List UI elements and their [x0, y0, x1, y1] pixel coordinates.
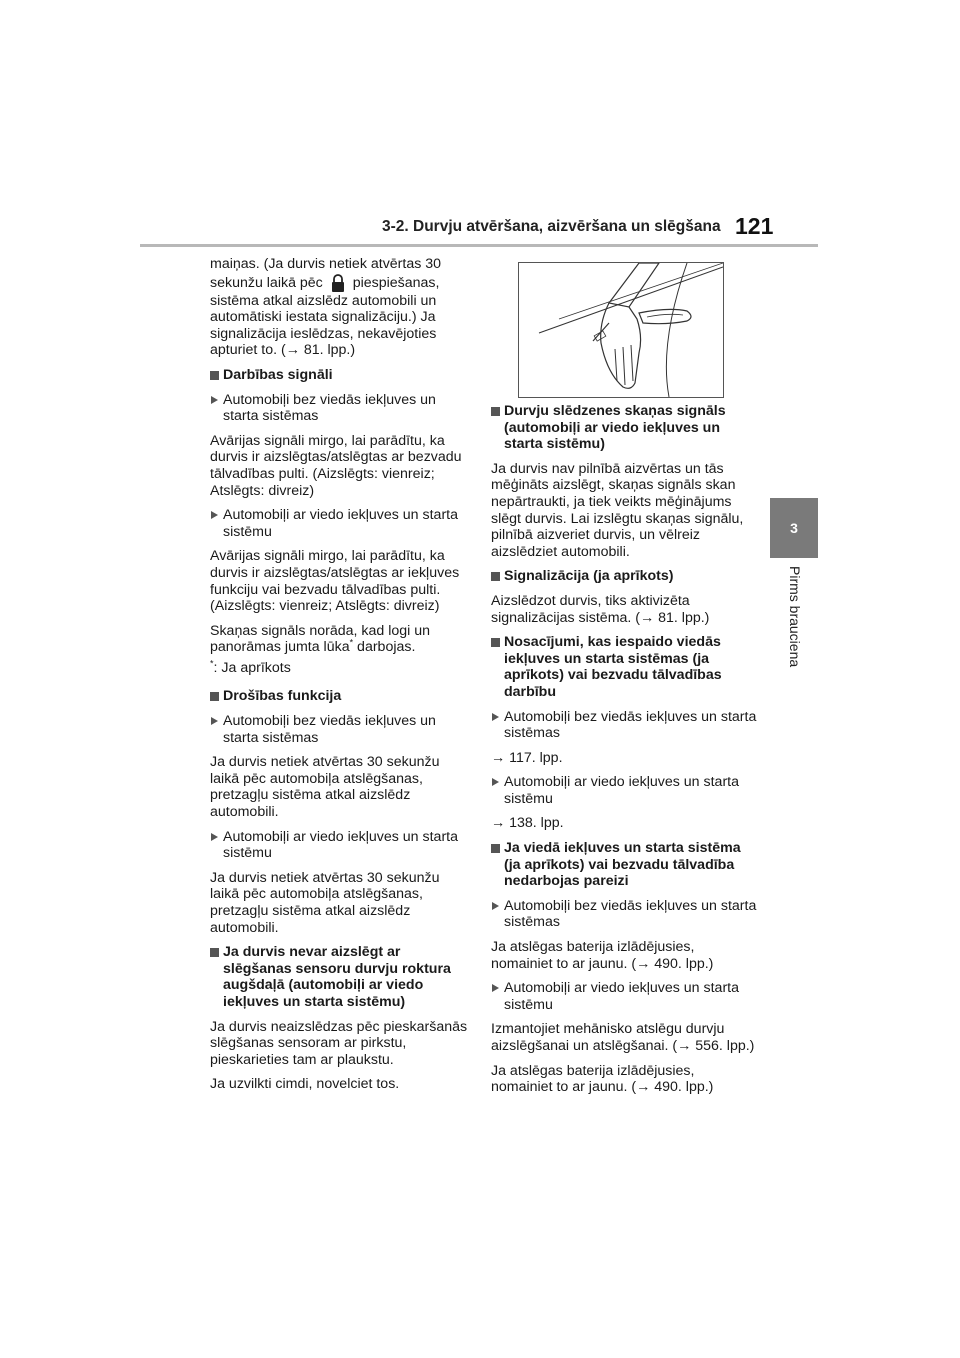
sub-heading: Automobiļi bez viedās iekļuves un starta sistēmas: [491, 709, 759, 742]
paragraph: Ja atslēgas baterija izlādējusies, nomainiet to ar jaunu. (→ 490. lpp.): [491, 1062, 714, 1096]
lock-icon: [331, 273, 345, 293]
paragraph: Avārijas signāli mirgo, lai parādītu, ka durvis ir aizslēgtas/atslēgtas ar bezvadu tālvadības pulti. (Aizslēgts: vienreiz; Atslēgts: divreiz): [210, 432, 462, 499]
paragraph: Ja durvis netiek atvērtas 30 sekunžu laikā pēc automobiļa atslēgšanas, pretzagļu sistēma atkal aizslēdz automobili.: [210, 754, 440, 821]
section-heading: Signalizācija (ja aprīkots): [491, 568, 759, 585]
sub-heading: Automobiļi ar viedo iekļuves un starta sistēmu: [210, 829, 472, 862]
page-number: 121: [735, 213, 774, 239]
chapter-number: 3: [790, 520, 798, 536]
text: darbojas.: [353, 639, 416, 656]
paragraph: Ja atslēgas baterija izlādējusies, nomainiet to ar jaunu. (→ 490. lpp.): [491, 939, 714, 972]
section-heading: Nosacījumi, kas iespaido viedās iekļuves un starta sistēmas (ja aprīkots) vai bezvadu tālvadības darbību: [491, 634, 759, 700]
paragraph: Ja durvis nav pilnībā aizvērtas un tās mēģināts aizslēgt, skaņas signāls skan nepārtraukti, ja tiek veikts mēģinājums slēgt durvis. Lai izslēgtu skaņas signālu, pilnībā aizveriet durvis, un vēlreiz aizslēdziet automobili.: [491, 460, 744, 560]
text: Skaņas signāls norāda, kad logi un panorāmas jumta lūka: [210, 622, 431, 656]
chapter-tab: [770, 498, 818, 558]
paragraph: Avārijas signāli mirgo, lai parādītu, ka durvis ir aizslēgtas/atslēgtas ar iekļuves funkciju vai bezvadu tālvadības pulti. (Aizslēgts: vienreiz; Atslēgts: divreiz): [210, 548, 460, 615]
section-heading: Drošības funkcija: [210, 688, 472, 705]
footnote: [210, 660, 472, 677]
section-heading: Durvju slēdzenes skaņas signāls (automobiļi ar viedo iekļuves un starta sistēmu): [491, 403, 759, 453]
text: sistēma atkal aizslēdz automobili un automātiski iestata signalizāciju.) Ja signalizācija ieslēdzas, nekavējoties apturiet to. (→ 81. lpp.): [210, 292, 437, 359]
sub-heading: Automobiļi ar viedo iekļuves un starta sistēmu: [210, 507, 472, 540]
section-title: 3-2. Durvju atvēršana, aizvēršana un slēgšana: [382, 218, 721, 235]
sub-heading: Automobiļi ar viedo iekļuves un starta sistēmu: [491, 774, 759, 807]
left-column: [210, 256, 472, 1101]
chapter-label: Pirms brauciena: [787, 566, 803, 668]
text: sekunžu laikā pēc: [210, 274, 323, 291]
footnote-marker: *: [210, 658, 214, 669]
paragraph: [210, 623, 472, 656]
illustration-svg: [519, 263, 723, 397]
sub-heading: Automobiļi ar viedo iekļuves un starta sistēmu: [491, 980, 759, 1013]
footnote-marker: *: [349, 637, 354, 648]
sub-heading: Automobiļi bez viedās iekļuves un starta sistēmas: [210, 713, 472, 746]
paragraph: Izmantojiet mehānisko atslēgu durvju aizslēgšanai un atslēgšanai. (→ 556. lpp.): [491, 1021, 755, 1054]
page-reference: → 138. lpp.: [491, 815, 564, 832]
page-reference: → 117. lpp.: [491, 749, 563, 766]
sub-heading: Automobiļi bez viedās iekļuves un starta sistēmas: [210, 392, 472, 425]
section-heading: Ja durvis nevar aizslēgt ar slēgšanas sensoru durvju roktura augšdaļā (automobiļi ar viedo iekļuves un starta sistēmu): [210, 944, 472, 1010]
paragraph: Ja durvis netiek atvērtas 30 sekunžu laikā pēc automobiļa atslēgšanas, pretzagļu sistēma atkal aizslēdz automobili.: [210, 869, 440, 936]
right-column: [491, 403, 759, 1104]
sub-heading: Automobiļi bez viedās iekļuves un starta sistēmas: [491, 898, 759, 931]
text: maiņas. (Ja durvis netiek atvērtas 30: [210, 256, 442, 272]
hand-on-door-handle-illustration: [518, 262, 724, 398]
paragraph: [210, 256, 472, 359]
paragraph: Ja uzvilkti cimdi, novelciet tos.: [210, 1076, 400, 1093]
paragraph: Ja durvis neaizslēdzas pēc pieskaršanās slēgšanas sensoram ar pirkstu, pieskarieties tam ar plaukstu.: [210, 1018, 468, 1068]
text: piespiešanas,: [352, 274, 440, 291]
header-divider: [140, 244, 818, 247]
text: : Ja aprīkots: [213, 659, 291, 676]
paragraph: Aizslēdzot durvis, tiks aktivizēta signalizācijas sistēma. (→ 81. lpp.): [491, 592, 710, 626]
section-heading: Ja viedā iekļuves un starta sistēma (ja aprīkots) vai bezvadu tālvadība nedarbojas pareizi: [491, 840, 759, 890]
section-heading: Darbības signāli: [210, 367, 472, 384]
